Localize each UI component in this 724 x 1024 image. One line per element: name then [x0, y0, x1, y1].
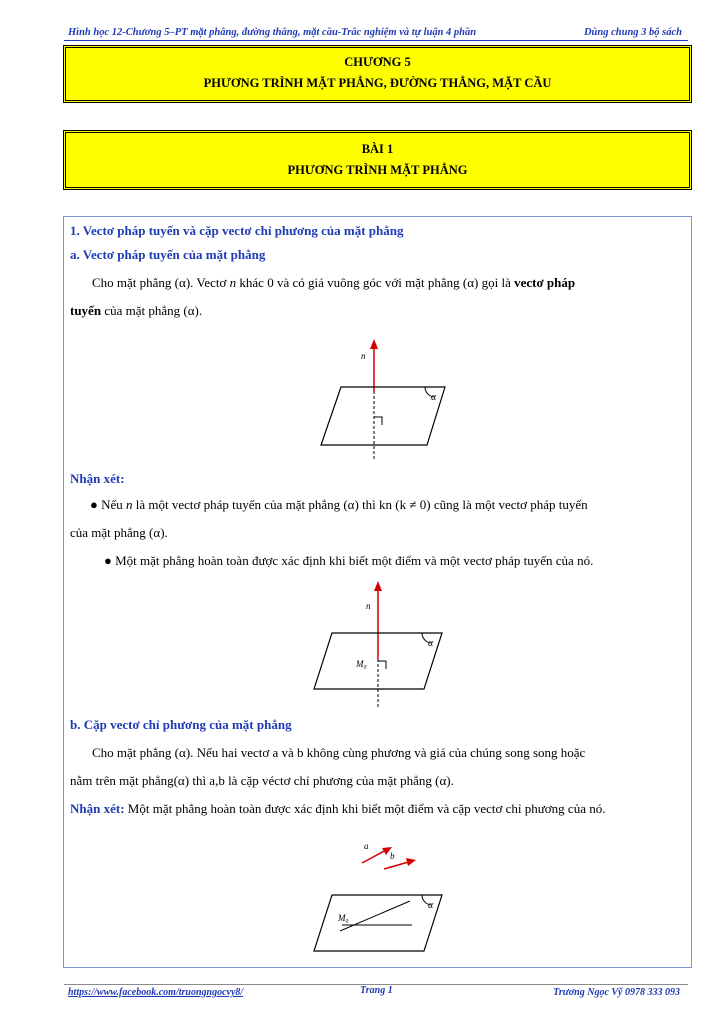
paragraph-b-line1: Cho mặt phẳng (α). Nếu hai vectơ a và b không cùng phương và giá của chúng song song hoặc — [92, 745, 586, 760]
lesson-number: BÀI 1 — [361, 142, 394, 156]
direction-vectors-figure — [312, 835, 447, 963]
section-title: 1. Vectơ pháp tuyến và cặp vectơ chỉ phương của mặt phẳng — [70, 223, 404, 238]
subsection-a-title: a. Vectơ pháp tuyến của mặt phẳng — [70, 247, 266, 262]
normal-vector-point-figure — [312, 579, 447, 709]
normal-arrowhead — [370, 339, 378, 349]
vector-b-arrowhead — [406, 858, 416, 866]
remark-1-bullet1-line2: của mặt phẳng (α). — [70, 525, 168, 540]
plane-alpha — [321, 387, 445, 445]
paragraph-b-line2: nằm trên mặt phẳng(α) thì a,b là cặp véctơ chỉ phương của mặt phẳng (α). — [70, 773, 454, 788]
footer-link[interactable]: https://www.facebook.com/truongngocvy8/ — [68, 987, 244, 998]
right-angle-mark — [374, 417, 382, 425]
remark-2-title: Nhận xét: — [70, 801, 125, 816]
figure3-b-label: b — [390, 851, 395, 861]
plane-alpha-3 — [314, 895, 442, 951]
figure3-alpha-label: α — [428, 900, 434, 911]
page-footer — [64, 984, 688, 1005]
normal-vector-figure — [319, 337, 449, 462]
line-parallel-a — [340, 901, 410, 931]
right-angle-mark-2 — [378, 661, 386, 669]
chapter-box — [63, 45, 692, 103]
figure2-alpha-label: α — [428, 638, 434, 649]
figure1-alpha-label: α — [431, 392, 437, 403]
figure3-m0-label: M₀ — [338, 913, 349, 923]
paragraph-a-line1: Cho mặt phẳng (α). Vectơ n khác 0 và có giá vuông góc với mặt phẳng (α) gọi là vectơ pháp — [92, 275, 576, 290]
page-header — [64, 24, 688, 41]
figure3-a-label: a — [364, 841, 369, 851]
footer-author: Trương Ngọc Vỹ 0978 333 093 — [553, 987, 680, 998]
figure2-m0-label: M₀ — [356, 659, 367, 669]
footer-page-number: Trang 1 — [360, 985, 393, 996]
remark-2-text: Một mặt phẳng hoàn toàn được xác định khi biết một điểm và cặp vectơ chỉ phương của nó. — [127, 801, 606, 816]
lesson-box — [63, 130, 692, 190]
remark-1-bullet1-line1: ● Nếu n là một vectơ pháp tuyến của mặt phẳng (α) thì kn (k ≠ 0) cũng là một vectơ pháp tuyến — [90, 497, 588, 512]
paragraph-a-line2: tuyến của mặt phẳng (α). — [70, 303, 203, 318]
vector-n-symbol: n — [229, 275, 237, 290]
chapter-title: PHƯƠNG TRÌNH MẶT PHẲNG, ĐƯỜNG THẲNG, MẶT CẦU — [203, 76, 552, 90]
header-right: Dùng chung 3 bộ sách — [583, 27, 682, 38]
remark-1-bullet2: ● Một mặt phẳng hoàn toàn được xác định khi biết một điểm và một vectơ pháp tuyến của nó. — [104, 553, 594, 568]
header-left: Hình học 12-Chương 5–PT mặt phẳng, đường thẳng, mặt cầu-Trắc nghiệm và tự luận 4 phần — [68, 27, 477, 38]
figure1-n-label: n — [361, 351, 366, 361]
figure2-n-label: n — [366, 601, 371, 611]
chapter-number: CHƯƠNG 5 — [344, 55, 411, 69]
subsection-b-title: b. Cặp vectơ chỉ phương của mặt phẳng — [70, 717, 292, 732]
content-frame — [63, 216, 692, 968]
normal-arrowhead-2 — [374, 581, 382, 591]
lesson-title: PHƯƠNG TRÌNH MẶT PHẲNG — [287, 163, 468, 177]
remark-1-title: Nhận xét: — [70, 471, 125, 486]
remark-2 — [70, 801, 605, 817]
